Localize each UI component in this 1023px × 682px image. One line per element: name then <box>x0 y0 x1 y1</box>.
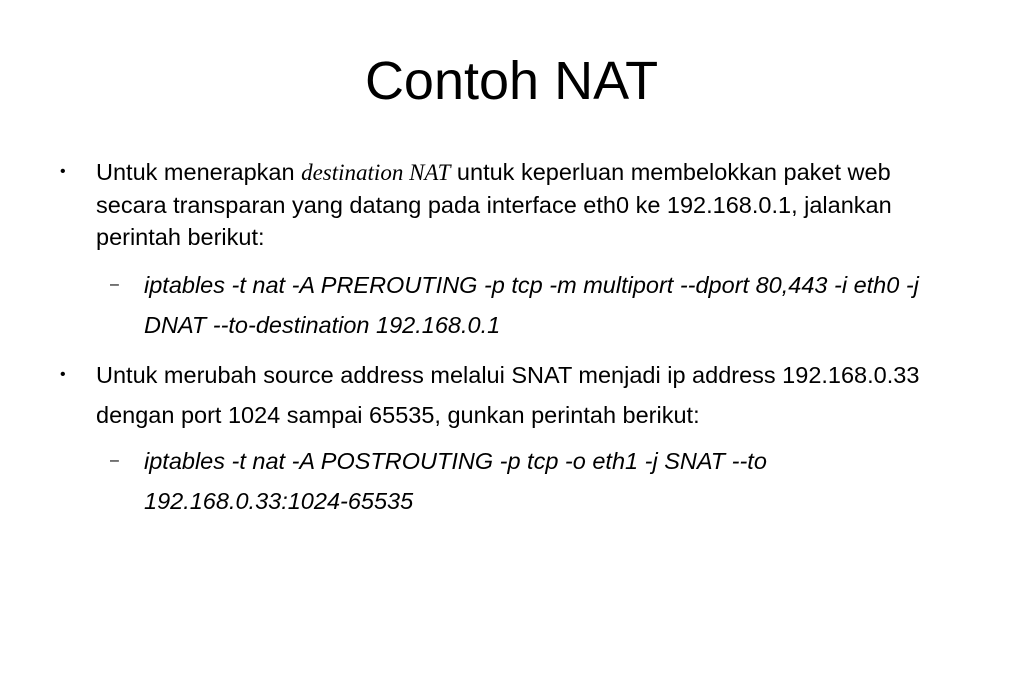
slide-title: Contoh NAT <box>364 51 659 111</box>
sub-bullet-item <box>110 265 944 345</box>
bullet-text-after: untuk keperluan membelokkan paket web secara transparan yang datang pada interface eth0 ke 192.168.0.1, jalankan perintah berikut: <box>96 159 892 250</box>
sub-bullet-dash-icon: – <box>110 452 119 469</box>
bullet-dot-icon: • <box>60 163 66 180</box>
sub-bullet-dash-icon: – <box>110 276 119 293</box>
sub-bullet-command: iptables -t nat -A POSTROUTING -p tcp -o eth1 -j SNAT --to 192.168.0.33:1024-65535 <box>144 448 767 514</box>
bullet-item <box>60 355 966 435</box>
sub-bullet-command: iptables -t nat -A PREROUTING -p tcp -m multiport --dport 80,443 -i eth0 -j DNAT --to-destination 192.168.0.1 <box>144 272 919 338</box>
bullet-text-before: Untuk menerapkan <box>96 159 302 185</box>
bullet-text: Untuk merubah source address melalui SNAT menjadi ip address 192.168.0.33 dengan port 1024 sampai 65535, gunkan perintah berikut: <box>96 362 920 428</box>
bullet-item <box>60 156 966 253</box>
slide-content <box>0 156 1023 521</box>
bullet-dot-icon: • <box>60 366 66 383</box>
sub-bullet-item <box>110 441 944 521</box>
bullet-emphasis: destination NAT <box>301 160 451 185</box>
